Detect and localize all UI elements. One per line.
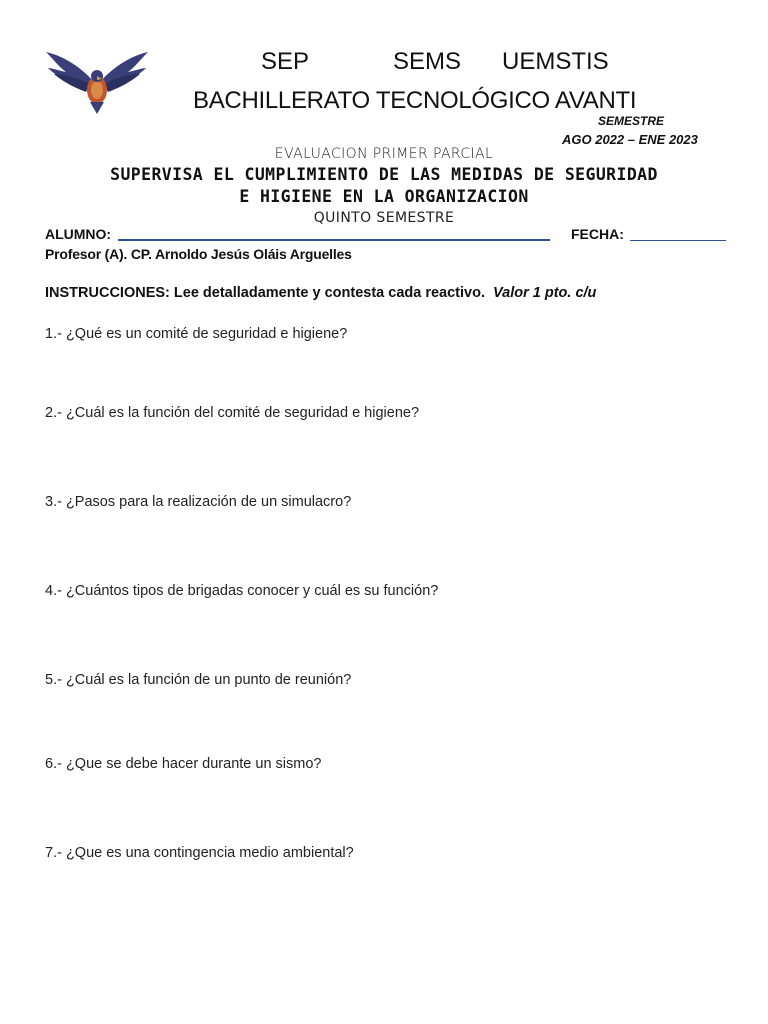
exam-title-line1: SUPERVISA EL CUMPLIMIENTO DE LAS MEDIDAS DE SEGURIDAD: [110, 165, 658, 184]
instructions-value: Valor 1 pto. c/u: [493, 285, 597, 301]
org-sems: SEMS: [393, 48, 462, 75]
question-item: 3.- ¿Pasos para la realización de un simulacro?: [45, 494, 352, 510]
question-item: 2.- ¿Cuál es la función del comité de seguridad e higiene?: [45, 405, 420, 421]
date-label: FECHA:: [571, 226, 624, 242]
eagle-logo-icon: [44, 46, 150, 116]
semester-title: QUINTO SEMESTRE: [313, 210, 455, 226]
question-item: 5.- ¿Cuál es la función de un punto de reunión?: [45, 672, 352, 688]
evaluation-title: EVALUACION PRIMER PARCIAL: [274, 146, 494, 162]
question-item: 4.- ¿Cuántos tipos de brigadas conocer y cuál es su función?: [45, 583, 439, 599]
question-item: 6.- ¿Que se debe hacer durante un sismo?: [45, 756, 322, 772]
instructions: [45, 285, 596, 301]
date-field[interactable]: [630, 240, 726, 241]
org-sep: SEP: [261, 48, 310, 75]
student-label: ALUMNO:: [45, 226, 112, 242]
period-label: AGO 2022 – ENE 2023: [562, 132, 698, 147]
question-item: 1.- ¿Qué es un comité de seguridad e higiene?: [45, 326, 348, 342]
semester-label: SEMESTRE: [598, 114, 665, 128]
instructions-text: INSTRUCCIONES: Lee detalladamente y contesta cada reactivo.: [45, 285, 485, 301]
school-name: BACHILLERATO TECNOLÓGICO AVANTI: [193, 87, 637, 114]
org-uemstis: UEMSTIS: [502, 48, 609, 75]
question-item: 7.- ¿Que es una contingencia medio ambiental?: [45, 845, 354, 861]
exam-title-line2: E HIGIENE EN LA ORGANIZACION: [239, 187, 529, 206]
student-name-field[interactable]: [118, 239, 550, 241]
teacher-name: Profesor (A). CP. Arnoldo Jesús Oláis Arguelles: [45, 246, 352, 262]
